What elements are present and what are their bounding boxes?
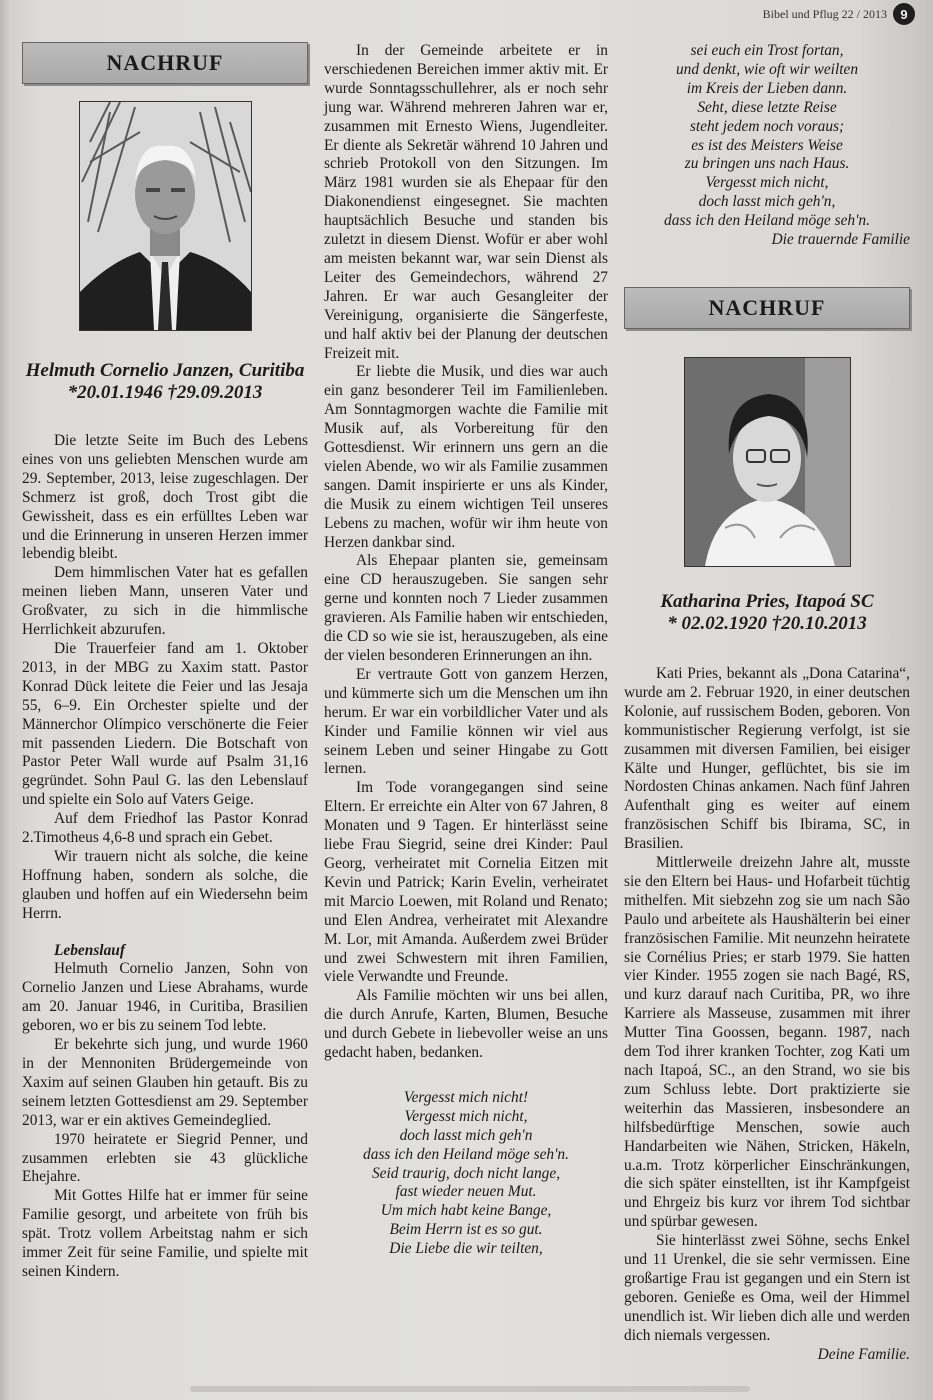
column-3 (624, 42, 910, 1365)
signature-family-2: Deine Familie. (817, 1345, 910, 1363)
poem-line: Vergesst mich nicht, (705, 174, 829, 192)
poem-line: und denkt, wie oft wir weilten (675, 60, 859, 78)
lebenslauf-paragraph: Helmuth Cornelio Janzen, Sohn von Cornelio Janzen und Liese Abrahams, wurde am 20. Januar 1946, in Curitiba, Brasilien geboren, wo er bis zu seinem Tod lebte. (22, 960, 308, 1035)
lebenslauf-paragraph: Er vertraute Gott von ganzem Herzen, und kümmerte sich um die Menschen um ihn herum. Er war ein vorbildlicher Vater und als Kinder und Familie können wir viel aus seinem Leben und seiner Hingabe zu Gott lernen. (324, 665, 608, 778)
poem-part-1 (324, 1089, 608, 1259)
poem-line: dass ich den Heiland möge seh'n. (363, 1145, 569, 1163)
portrait-man-image (80, 102, 251, 330)
poem-line: Die Liebe die wir teilten, (389, 1240, 543, 1258)
lebenslauf-paragraph: Als Ehepaar planten sie, gemeinsam eine CD herauszugeben. Sie sangen sehr gerne und konnten noch 7 Lieder zusammen gravieren. Als Familie haben wir entschieden, die CD so wie sie ist, herauszugeben, als eine der vielen besonderen Erinnerungen an ihn. (324, 552, 608, 664)
portrait-photo-helmuth (79, 101, 252, 331)
poem-line: fast wieder neuen Mut. (395, 1183, 537, 1201)
column-1 (22, 42, 308, 1282)
deceased-name: Helmuth Cornelio Janzen, Curitiba (25, 360, 305, 381)
obituary-paragraph: Mittlerweile dreizehn Jahre alt, musste sie den Eltern bei Haus- und Hofarbeit tüchtig mithelfen. Mit siebzehn zog sie um nach São Paulo und arbeitete als Haushälterin bei einer französischen Familie. Mit neunzehn heiratete sie Cornélius Pries; er starb 1979. Sie hatten vier Kinder. 1955 zogen sie nach Bagé, RS, und kurz darauf nach Curitiba, PR, wo ihre Karriere als Masseuse, zusammen mit ihrer Mutter Tina Goossen, begann. 1987, nach dem Tod ihrer kranken Tochter, zog Kati um nach Itapoá, SC., an den Strand, wo sie bis zum Schluss lebte. Dort praktizierte sie weiterhin das Massieren, insbesondere an hilfsbedürftige Menschen, sowie auch Handarbeiten wie Nähen, Stricken, Häkeln, u.a.m. Trotz körperlicher Einschränkungen, die sich später einstellten, ist ihr Kampfgeist und Ehrgeiz bis kurz vor ihrem Tod sichtbar und spürbar gewesen. (624, 854, 910, 1231)
poem-line: Seht, diese letzte Reise (697, 98, 837, 116)
poem-line: es ist des Meisters Weise (691, 136, 843, 154)
obituary-paragraph: Dem himmlischen Vater hat es gefallen meinen lieben Mann, unseren Vater und Großvater, zu sich in die himmlische Herrlichkeit abzurufen. (22, 564, 308, 639)
obituary-paragraph: Die Trauerfeier fand am 1. Oktober 2013, in der MBG zu Xaxim statt. Pastor Konrad Dück leitete die Feier und las Jesaja 55, 6–9. Ein Orchester spielte und der Männerchor Olímpico verschönerte die Feier mit passenden Liedern. Die Botschaft von Pastor Peter Wall wurde auf Psalm 31,16 gegründet. Sohn Paul G. las den Lebenslauf und spielte ein Solo auf Vaters Geige. (22, 639, 308, 809)
poem-line: dass ich den Heiland möge seh'n. (664, 212, 870, 230)
poem-line: steht jedem noch voraus; (689, 117, 845, 135)
lebenslauf-paragraph: Er liebte die Musik, und dies war auch ein ganz besonderer Teil im Familienleben. Am Sonntagmorgen wachte die Familie mit Musik auf, als Vorbereitung für den Gottesdienst. Wir erinnern uns gern an die vielen Abende, wo wir als Familie zusammen sangen. Damit inspirierte er uns als Kinder, die Musik zu einem wichtigen Teil unseres Lebens zu machen, wofür wir ihm heute von Herzen dankbar sind. (324, 363, 608, 551)
lebenslauf-paragraph: Mit Gottes Hilfe hat er immer für seine Familie gesorgt, und arbeitete von früh bis spät. Trotz vollem Arbeitstag nahm er sich immer Zeit für seine Familie, und spielte mit seinen Kindern. (22, 1187, 308, 1280)
page-edge-shadow (190, 1386, 750, 1392)
page-header (763, 3, 915, 25)
lebenslauf-paragraph: 1970 heiratete er Siegrid Penner, und zusammen erlebten sie 43 glückliche Ehejahre. (22, 1130, 308, 1186)
poem-line: im Kreis der Lieben dann. (686, 79, 848, 97)
obituary-heading-2: NACHRUF (624, 287, 910, 329)
obituary-paragraph: Sie hinterlässt zwei Söhne, sechs Enkel und 11 Urenkel, die sie sehr vermissen. Eine großartige Frau ist gegangen und ein Stern ist geboren. Genieße es Oma, weil der Himmel unendlich ist. Wir lieben dich alle und werden dich niemals vergessen. (624, 1232, 910, 1344)
portrait-photo-katharina (684, 357, 851, 567)
lebenslauf-paragraph: Er bekehrte sich jung, und wurde 1960 in der Mennoniten Brüdergemeinde von Xaxim auf seinen Glauben hin getauft. Bis zu seinem letzten Gottesdienst am 29. September 2013, war er ein aktives Gemeindeglied. (22, 1036, 308, 1129)
poem-line: sei euch ein Trost fortan, (690, 42, 844, 59)
journal-title: Bibel und Pflug 22 / 2013 (762, 6, 887, 21)
poem-line: Vergesst mich nicht, (404, 1107, 528, 1125)
page-number: 9 (893, 3, 915, 25)
deceased-dates-2: * 02.02.1920 †20.10.2013 (667, 612, 867, 634)
poem-line: Seid traurig, doch nicht lange, (371, 1164, 561, 1182)
obituary-paragraph: Kati Pries, bekannt als „Dona Catarina“, wurde am 2. Februar 1920, in einer deutschen Kolonie, auf russischem Boden, geboren. Von kommunistischer Regierung verfolgt, ist sie zusammen mit diversen Familien, bei eisiger Kälte und Hunger, geflüchtet, bis sie im Nordosten Chinas ankamen. Nach fünf Jahren Aufenthalt ging es weiter auf einem französischen Schiff bis Ibirama, SC, in Brasilien. (624, 664, 910, 853)
poem-line: doch lasst mich geh'n, (698, 193, 836, 211)
signature-family: Die trauernde Familie (771, 231, 910, 249)
deceased-dates: *20.01.1946 †29.09.2013 (67, 382, 263, 403)
deceased-name-2: Katharina Pries, Itapoá SC (660, 590, 874, 612)
lebenslauf-paragraph: Im Tode vorangegangen sind seine Eltern. Er erreichte ein Alter von 67 Jahren, 8 Monaten und 9 Tagen. Er hinterlässt seine liebe Frau Siegrid, seine drei Kinder: Paul Georg, verheiratet mit Cornelia Eitzen mit Kevin und Patrick; Karin Evelin, verheiratet mit Marcio Loewen, mit Roland und Renato; und Elen Andrea, verheiratet mit Alexandre M. Lor, mit Amanda. Außerdem zwei Brüder und zwei Schwestern mit ihren Familien, viele Verwandte und Freunde. (324, 779, 608, 986)
poem-part-2 (624, 42, 910, 231)
poem-line: zu bringen uns nach Haus. (684, 155, 850, 173)
lebenslauf-heading: Lebenslauf (54, 941, 125, 959)
obituary-paragraph: Die letzte Seite im Buch des Lebens eines von uns geliebten Menschen wurde am 29. September, 2013, leise zugeschlagen. Der Schmerz ist groß, doch Trost gibt die Gewissheit, dass es ein erfülltes Leben war und die Erinnerung in unseren Herzen immer lebendig bleibt. (22, 432, 308, 563)
portrait-woman-image (685, 358, 850, 566)
poem-line: Vergesst mich nicht! (403, 1088, 529, 1106)
column-2 (324, 42, 608, 1259)
obituary-heading: NACHRUF (22, 42, 308, 84)
lebenslauf-paragraph: In der Gemeinde arbeitete er in verschiedenen Bereichen immer aktiv mit. Er wurde Sonntagsschullehrer, als er noch sehr jung war. Während mehreren Jahren war er, zusammen mit Ernesto Wiens, Jugendleiter. Er diente als Sekretär während 10 Jahren und schrieb Protokoll von den Sitzungen. Im März 1981 wurden sie als Ehepaar für den Diakonendienst eingesegnet. Sie machten hauptsächlich Besuche und standen bis zuletzt in diesem Dienst. Wofür er aber wohl am meisten bekannt war, war sein Dienst als Leiter des Gemeindechors, während 27 Jahren. Er war auch Gesangleiter der Vereinigung, organisierte die Sängerfeste, und half aktiv bei der Planung der deutschen Freizeit mit. (324, 42, 608, 362)
obituary-paragraph: Auf dem Friedhof las Pastor Konrad 2.Timotheus 4,6-8 und sprach ein Gebet. (22, 810, 308, 847)
lebenslauf-paragraph: Als Familie möchten wir uns bei allen, die durch Anrufe, Karten, Blumen, Besuche und durch Gebete in liebevoller weise an uns gedacht haben, bedanken. (324, 987, 608, 1062)
poem-line: doch lasst mich geh'n (399, 1126, 533, 1144)
obituary-paragraph: Wir trauern nicht als solche, die keine Hoffnung haben, sondern als solche, die glauben und hoffen auf ein Wiedersehn beim Herrn. (22, 847, 308, 922)
poem-line: Beim Herrn ist es so gut. (389, 1221, 543, 1239)
poem-line: Um mich habt keine Bange, (380, 1202, 552, 1220)
